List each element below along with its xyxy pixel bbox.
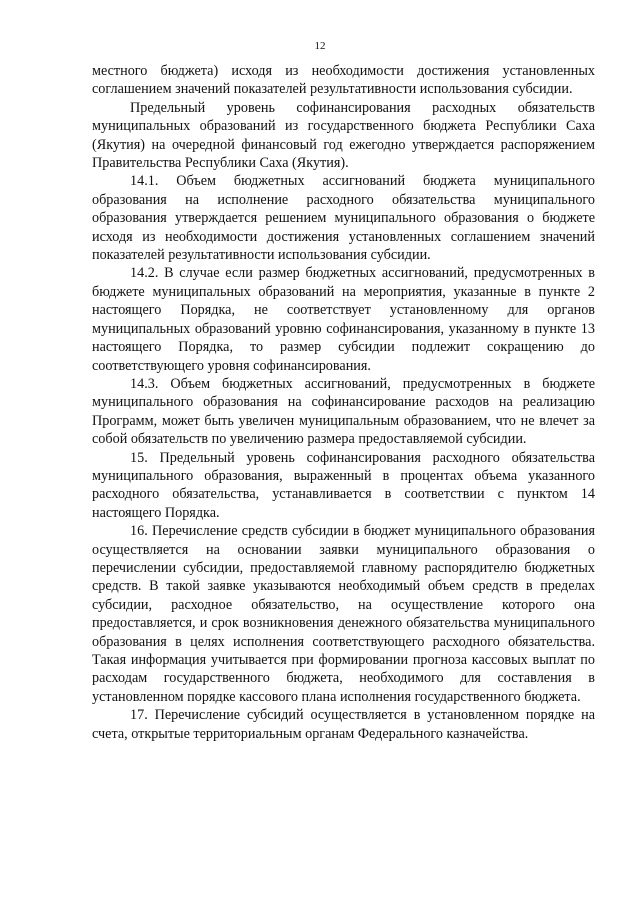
paragraph-15: 15. Предельный уровень софинансирования расходного обязательства муниципального образования, выраженный в процентах объема указанного расходного обязательства, устанавливается в соответствии с пунктом 14 настоящего Порядка. [92,449,595,521]
paragraph-14-2: 14.2. В случае если размер бюджетных ассигнований, предусмотренных в бюджете муниципальных образований на мероприятия, указанные в пункте 2 настоящего Порядка, не соответствует установленному для органов муниципальных образований уровню софинансирования, указанному в пункте 13 настоящего Порядка, то размер субсидии подлежит сокращению до соответствующего уровня софинансирования. [92,265,595,374]
page-number: 12 [314,40,326,52]
paragraph-14-3: 14.3. Объем бюджетных ассигнований, предусмотренных в бюджете муниципального образования на софинансирование расходов на реализацию Программ, может быть увеличен муниципальным образованием, что не влечет за собой обязательств по увеличению размера предоставляемой субсидии. [92,375,595,448]
paragraph-14-1: 14.1. Объем бюджетных ассигнований бюджета муниципального образования на исполнение расходного обязательства муниципального образования утверждается решением муниципального образования о бюджете исходя из необходимости достижения установленных соглашением значений показателей результативности использования субсидии. [92,173,595,264]
paragraph-cofinancing-limit: Предельный уровень софинансирования расходных обязательств муниципальных образований из государственного бюджета Республики Саха (Якутия) на очередной финансовый год ежегодно утверждается распоряжением Правительства Республики Саха (Якутия). [92,99,595,172]
paragraph-17: 17. Перечисление субсидий осуществляется в установленном порядке на счета, открытые территориальным органам Федерального казначейства. [92,707,595,742]
document-body [92,62,595,743]
paragraph-16: 16. Перечисление средств субсидии в бюджет муниципального образования осуществляется на основании заявки муниципального образования о перечислении субсидии, предоставляемой главному распорядителю бюджетных средств. В такой заявке указываются необходимый объем средств в пределах субсидии, расходное обязательство, на осуществление которого она предоставляется, и срок возникновения денежного обязательства муниципального образования в целях исполнения соответствующего расходного обязательства. Такая информация учитывается при формировании прогноза кассовых выплат по расходам государственного бюджета, необходимого для составления в установленном порядке кассового плана исполнения государственного бюджета. [92,523,595,705]
paragraph-continuation: местного бюджета) исходя из необходимости достижения установленных соглашением значений показателей результативности использования субсидии. [92,63,595,98]
